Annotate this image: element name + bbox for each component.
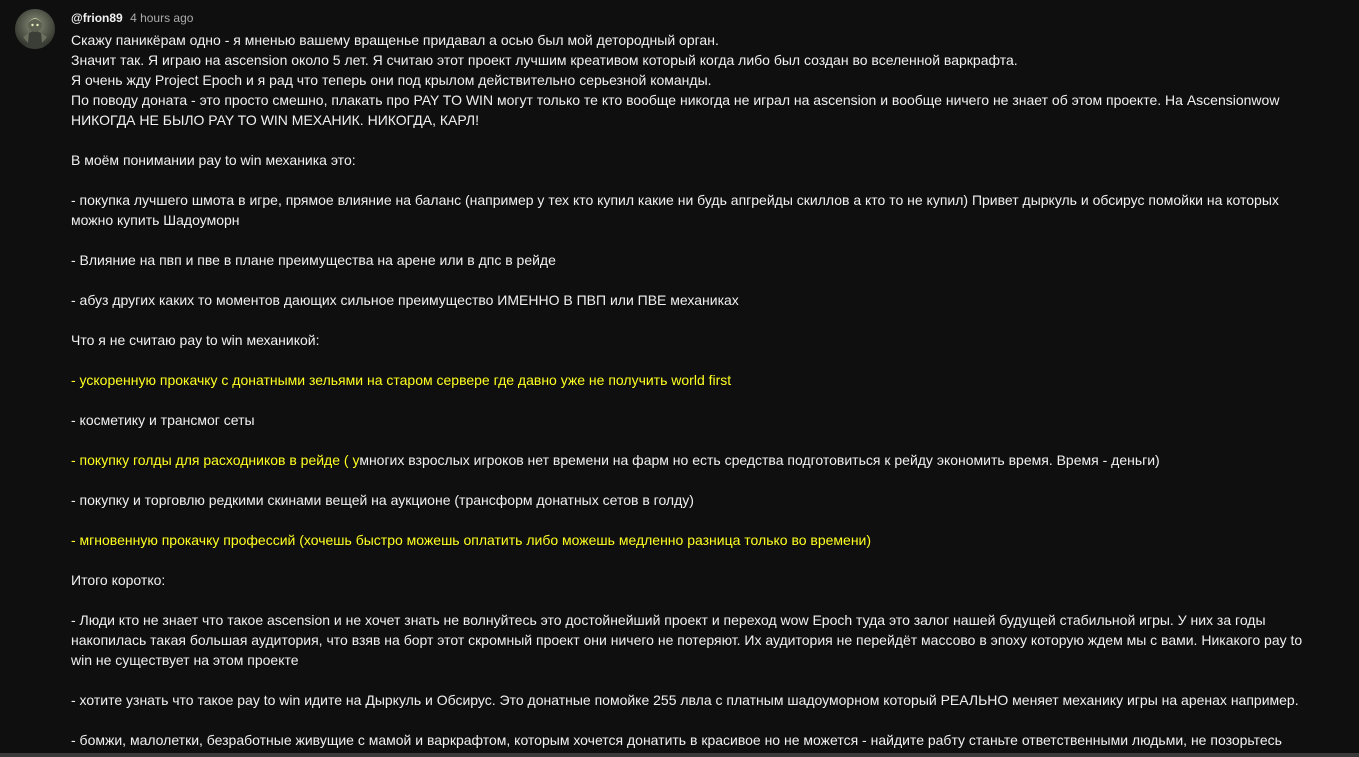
comment-line: - косметику и трансмог сеты xyxy=(71,412,255,428)
paragraph-gap xyxy=(71,270,1346,290)
comment-line: можно купить Шадоуморн xyxy=(71,212,240,228)
paragraph-gap xyxy=(71,170,1346,190)
comment-line: - покупку и торговлю редкими скинами вещей на аукционе (трансформ донатных сетов в голду) xyxy=(71,492,694,508)
comment-line: - хотите узнать что такое pay to win идите на Дыркуль и Обсирус. Это донатные помойке 255 лвла с платным шадоуморном который РЕАЛЬНО меняет механику игры на аренах например. xyxy=(71,692,1299,708)
comment-line: win не существует на этом проекте xyxy=(71,652,299,668)
comment-line: Скажу паникёрам одно - я мненью вашему вращенье придавал а осью был мой детородный орган. xyxy=(71,32,719,48)
comment-line: - покупка лучшего шмота в игре, прямое влияние на баланс (например у тех кто купил какие ни будь апгрейды скиллов а кто то не купил) Привет дыркуль и обсирус помойки на которых xyxy=(71,192,1279,208)
paragraph-gap xyxy=(71,670,1346,690)
paragraph-gap xyxy=(71,310,1346,330)
comment-line: Итого коротко: xyxy=(71,572,166,588)
comment-line: Значит так. Я играю на ascension около 5 лет. Я считаю этот проект лучшим креативом который когда либо был создан во вселенной варкрафта. xyxy=(71,52,1018,68)
comment-line: По поводу доната - это просто смешно, плакать про PAY TO WIN могут только те кто вообще никогда не играл на ascension и вообще ничего не знает об этом проекте. На Ascensionwow xyxy=(71,92,1280,108)
author-name[interactable]: @frion89 xyxy=(71,11,123,25)
comment-line: - Люди кто не знает что такое ascension и не хочет знать не волнуйтесь это достойнейший проект и переход wow Epoch туда это залог нашей будущей стабильной игры. У них за годы xyxy=(71,612,1266,628)
bottom-divider xyxy=(0,753,1359,757)
avatar-icon xyxy=(15,9,55,49)
paragraph-gap xyxy=(71,230,1346,250)
paragraph-gap xyxy=(71,510,1346,530)
comment-body xyxy=(71,9,1346,750)
paragraph-gap xyxy=(71,390,1346,410)
comment-timestamp[interactable]: 4 hours ago xyxy=(130,11,194,25)
paragraph-gap xyxy=(71,550,1346,570)
highlighted-fragment: - покупку голды для расходников в рейде ( у xyxy=(71,452,360,468)
paragraph-gap xyxy=(71,470,1346,490)
paragraph-gap xyxy=(71,350,1346,370)
paragraph-gap xyxy=(71,590,1346,610)
paragraph-gap xyxy=(71,710,1346,730)
plain-fragment: многих взрослых игроков нет времени на фарм но есть средства подготовиться к рейду экономить время. Время - деньги) xyxy=(359,452,1160,468)
comment-line: накопилась такая большая аудитория, что взяв на борт этот скромный проект они ничего не потеряют. Их аудитория не перейдёт массово в эпоху которую ждем мы с вами. Никакого pay to xyxy=(71,632,1303,648)
comment-text xyxy=(71,30,1346,750)
comment-header xyxy=(71,9,1346,27)
comment-line: В моём понимании pay to win механика это: xyxy=(71,152,356,168)
paragraph-gap xyxy=(71,430,1346,450)
comment-line: Что я не считаю pay to win механикой: xyxy=(71,332,320,348)
comment-line-mixed xyxy=(71,450,1346,470)
comment-line: - абуз других каких то моментов дающих сильное преимущество ИМЕННО В ПВП или ПВЕ механиках xyxy=(71,292,739,308)
avatar[interactable] xyxy=(15,9,55,49)
comment-line: НИКОГДА НЕ БЫЛО PAY TO WIN МЕХАНИК. НИКОГДА, КАРЛ! xyxy=(71,112,480,128)
comment-line: Я очень жду Project Epoch и я рад что теперь они под крылом действительно серьезной команды. xyxy=(71,72,712,88)
comment-line: - Влияние на пвп и пве в плане преимущества на арене или в дпс в рейде xyxy=(71,252,556,268)
comment-line-highlighted: - ускоренную прокачку с донатными зельями на старом сервере где давно уже не получить world first xyxy=(71,372,732,388)
comment-line-highlighted: - мгновенную прокачку профессий (хочешь быстро можешь оплатить либо можешь медленно разница только во времени) xyxy=(71,532,872,548)
paragraph-gap xyxy=(71,130,1346,150)
comment-line: - бомжи, малолетки, безработные живущие с мамой и варкрафтом, которым хочется донатить в красивое но не можется - найдите рабту станьте ответственными людьми, не позорьтесь xyxy=(71,732,1282,748)
